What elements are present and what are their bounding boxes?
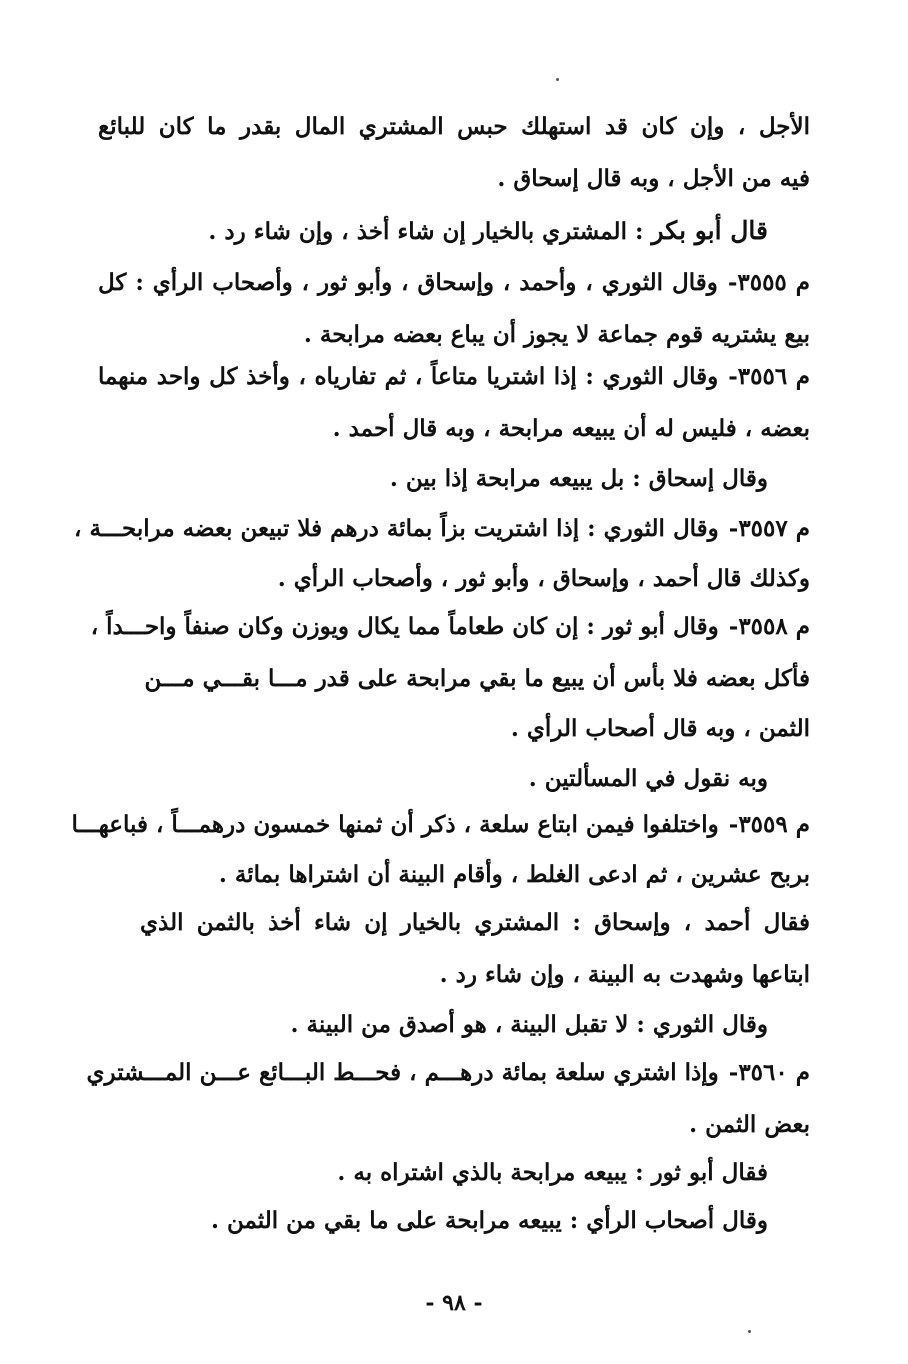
numbered-line <box>71 808 810 842</box>
numbered-line <box>86 1056 810 1090</box>
line-text: : المشتري بالخيار إن شاء أخذ ، وإن شاء رد . <box>208 218 652 245</box>
text-line: وقال إسحاق : بل يبيعه مرابحة إذا بين . <box>389 465 768 492</box>
text-line: وكذلك قال أحمد ، وإسحاق ، وأبو ثور ، وأصحاب الرأي . <box>277 565 810 592</box>
text-line: بيع يشتريه قوم جماعة لا يجوز أن يباع بعضه مرابحة . <box>303 321 810 348</box>
line-text: وقال الثوري : إذا اشتريا متاعاً ، ثم تفارياه ، وأخذ كل واحد منهما <box>98 363 719 390</box>
text-line: بربح عشرين ، ثم ادعى الغلط ، وأقام البينة أن اشتراها بمائة . <box>218 861 810 888</box>
issue-number: م ٣٥٥٩- <box>728 811 810 838</box>
text-line <box>208 214 768 249</box>
text-line: وقال أصحاب الرأي : يبيعه مرابحة على ما بقي من الثمن . <box>210 1207 768 1234</box>
numbered-line <box>74 512 810 546</box>
speaker-label: قال أبو بكر <box>651 216 768 245</box>
line-text: وإذا اشتري سلعة بمائة درهـــم ، فحـــط البـــائع عـــن المـــشتري <box>86 1059 719 1086</box>
text-line: ابتاعها وشهدت به البينة ، وإن شاء رد . <box>439 961 810 988</box>
line-text: وقال الثوري ، وأحمد ، وإسحاق ، وأبو ثور ، وأصحاب الرأي : كل <box>98 269 718 296</box>
issue-number: م ٣٥٥٨- <box>728 613 810 640</box>
text-line: وبه نقول في المسألتين . <box>528 765 768 792</box>
text-line: فأكل بعضه فلا بأس أن يبيع ما بقي مرابحة على قدر مـــا بقـــي مـــن <box>144 665 810 692</box>
line-text: وقال الثوري : إذا اشتريت بزاً بمائة درهم فلا تبيعن بعضه مرابحـــة ، <box>74 515 719 542</box>
text-line: فقال أبو ثور : يبيعه مرابحة بالذي اشتراه به . <box>337 1159 768 1186</box>
issue-number: م ٣٥٥٧- <box>728 515 810 542</box>
issue-number: م ٣٥٥٦- <box>728 363 811 390</box>
text-line: الثمن ، وبه قال أصحاب الرأي . <box>510 715 810 742</box>
text-line: فقال أحمد ، وإسحاق : المشتري بالخيار إن شاء أخذ بالثمن الذي <box>140 909 810 936</box>
text-line: وقال الثوري : لا تقبل البينة ، هو أصدق من البينة . <box>290 1011 768 1038</box>
numbered-line <box>98 360 810 394</box>
page-number: - ٩٨ - <box>425 1290 483 1316</box>
text-line: الأجل ، وإن كان قد استهلك حبس المشتري المال بقدر ما كان للبائع <box>98 113 810 140</box>
ink-speck <box>556 78 559 81</box>
numbered-line <box>98 266 810 300</box>
issue-number: م ٣٥٦٠- <box>728 1059 810 1086</box>
numbered-line <box>90 610 810 644</box>
line-text: واختلفوا فيمن ابتاع سلعة ، ذكر أن ثمنها خمسون درهمـــاً ، فباعهـــا <box>71 811 719 838</box>
ink-speck <box>748 1330 751 1333</box>
text-line: بعض الثمن . <box>689 1111 810 1138</box>
text-line: بعضه ، فليس له أن يبيعه مرابحة ، وبه قال أحمد . <box>332 415 810 442</box>
line-text: وقال أبو ثور : إن كان طعاماً مما يكال ويوزن وكان صنفاً واحـــداً ، <box>90 613 719 640</box>
issue-number: م ٣٥٥٥- <box>727 269 810 296</box>
text-line: فيه من الأجل ، وبه قال إسحاق . <box>497 165 810 192</box>
